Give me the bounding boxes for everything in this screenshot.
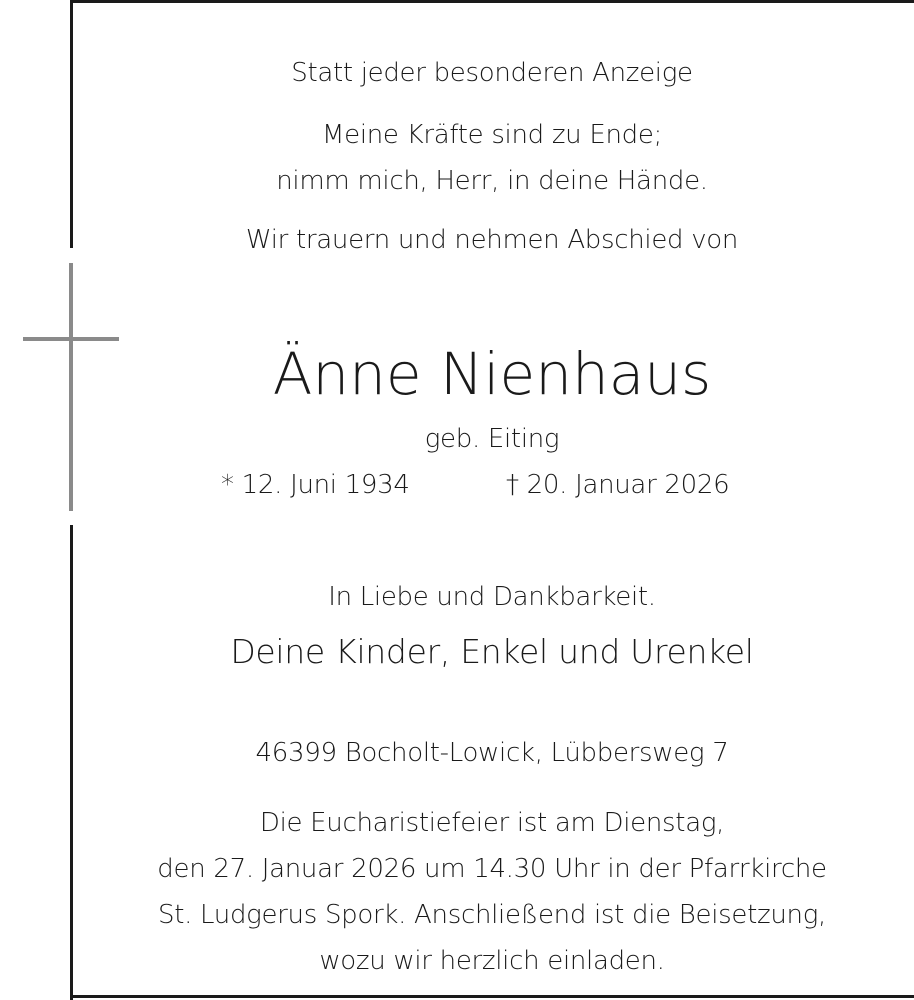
address: 46399 Bocholt-Lowick, Lübbersweg 7 [255, 738, 729, 768]
love-line: In Liebe und Dankbarkeit. [328, 582, 656, 612]
family-signature: Deine Kinder, Enkel und Urenkel [230, 632, 754, 671]
border-top [70, 0, 914, 3]
service-line: Die Eucharistiefeier ist am Dienstag, [259, 808, 725, 838]
verse-line-1: Meine Kräfte sind zu Ende; [322, 120, 662, 150]
mourning-line: Wir trauern und nehmen Abschied von [245, 225, 739, 255]
service-line: St. Ludgerus Spork. Anschließend ist die Beisetzung, [158, 900, 826, 930]
maiden-name: geb. Eiting [424, 424, 560, 454]
deceased-name: Änne Nienhaus [272, 340, 712, 408]
birth-date: * 12. Juni 1934 [221, 470, 410, 500]
border-bottom [70, 995, 914, 998]
service-line: den 27. Januar 2026 um 14.30 Uhr in der Pfarrkirche [157, 854, 827, 884]
death-date: † 20. Januar 2026 [506, 470, 730, 500]
verse-line-2: nimm mich, Herr, in deine Hände. [276, 166, 708, 196]
notice-header: Statt jeder besonderen Anzeige [291, 58, 693, 88]
service-line: wozu wir herzlich einladen. [319, 946, 665, 976]
service-info [70, 800, 914, 984]
